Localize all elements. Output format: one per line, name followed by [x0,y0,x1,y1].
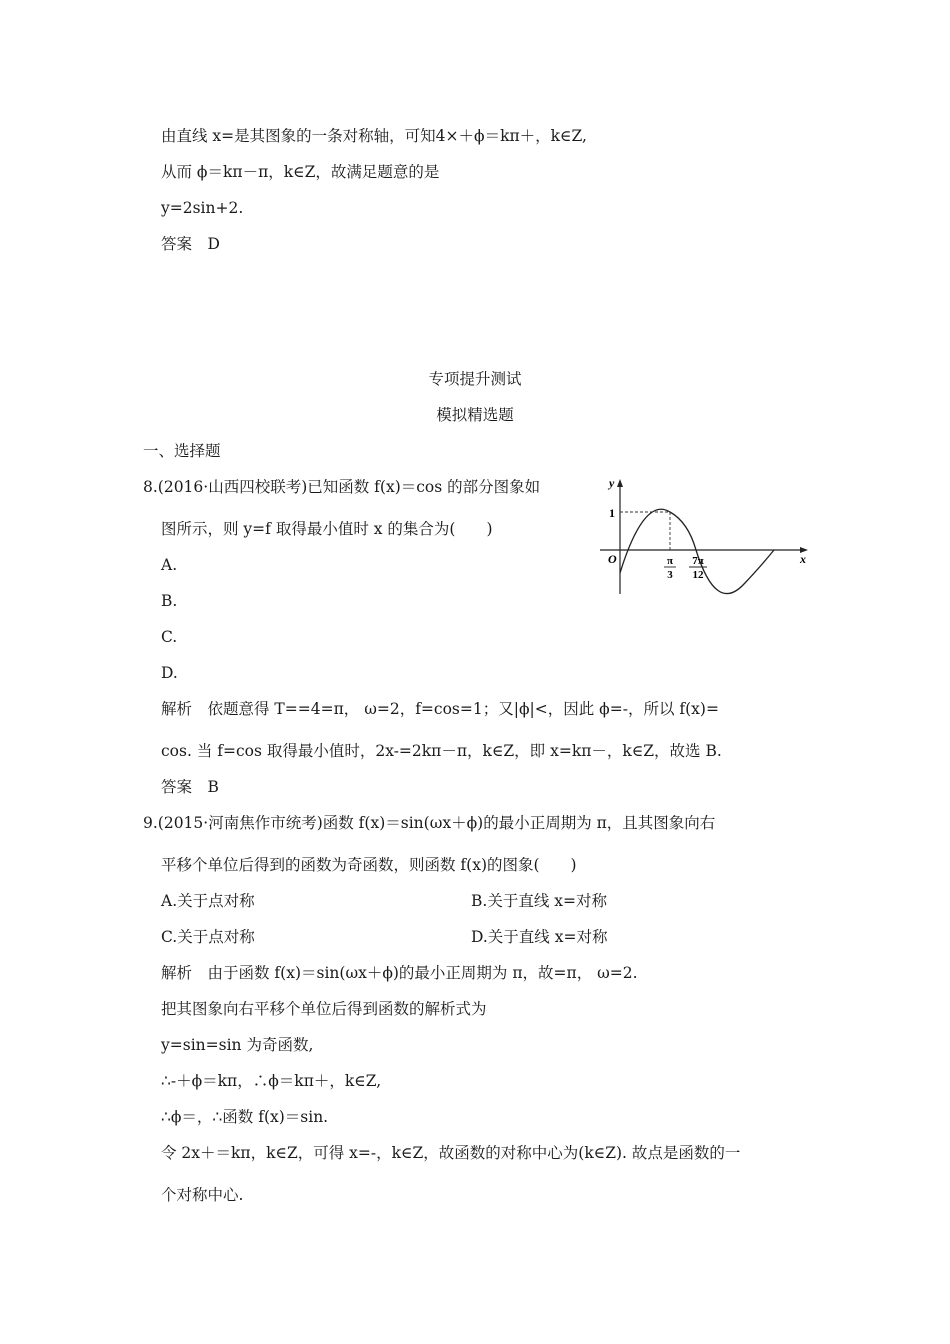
section-title: 专项提升测试 [428,370,522,388]
option-a: A.关于点对称 [161,892,255,910]
text-line: 由直线 x=是其图象的一条对称轴，可知4×＋ϕ＝kπ＋，k∈Z, [161,127,587,145]
origin-label: O [608,552,617,566]
tick2-denominator: 12 [692,569,704,581]
subsection-title: 模拟精选题 [436,406,514,424]
analysis-line: 把其图象向右平移个单位后得到函数的解析式为 [161,1000,487,1018]
question-stem: 9.(2015·河南焦作市统考)函数 f(x)＝sin(ωx＋ϕ)的最小正周期为 π，且其图象向右 [143,814,716,832]
analysis-line: ∴-＋ϕ＝kπ，∴ϕ＝kπ＋，k∈Z, [161,1072,382,1090]
option-b: B.关于直线 x=对称 [471,892,607,910]
analysis-line: 令 2x＋＝kπ，k∈Z，可得 x=-，k∈Z，故函数的对称中心为(k∈Z). 故点是函数的一 [161,1144,741,1162]
text-line: 从而 ϕ＝kπ－π，k∈Z，故满足题意的是 [161,163,440,181]
answer-line: 答案 D [161,235,220,253]
option-c: C. [161,628,178,646]
analysis-line: y=sin=sin 为奇函数, [161,1036,314,1054]
option-c: C.关于点对称 [161,928,255,946]
y-tick-label: 1 [609,506,615,520]
tick2-numerator: 7π [692,555,704,567]
analysis-line: ∴ϕ＝，∴函数 f(x)＝sin. [161,1108,329,1126]
analysis-line: 解析 由于函数 f(x)＝sin(ωx＋ϕ)的最小正周期为 π，故=π， ω=2. [161,964,638,982]
y-axis-label: y [609,476,615,490]
tick1-denominator: 3 [667,569,673,581]
analysis-line: 解析 依题意得 T==4=π， ω=2，f=cos=1；又|ϕ|<，因此 ϕ=-，所以 f(x)= [161,700,719,718]
analysis-line: cos. 当 f=cos 取得最小值时，2x-=2kπ－π，k∈Z，即 x=kπ－，k∈Z，故选 B. [161,742,722,760]
option-a: A. [161,556,178,574]
tick1-numerator: π [666,555,674,567]
question-stem: 平移个单位后得到的函数为奇函数，则函数 f(x)的图象( ) [161,856,577,874]
text-line: y=2sin+2. [161,199,244,217]
x-axis-label: x [800,552,806,566]
y-axis-arrow [617,479,623,487]
part-heading: 一、选择题 [143,442,221,460]
answer-line: 答案 B [161,778,219,796]
question-stem: 图所示，则 y=f 取得最小值时 x 的集合为( ) [161,520,493,538]
function-graph [596,476,816,598]
option-d: D.关于直线 x=对称 [471,928,608,946]
question-stem: 8.(2016·山西四校联考)已知函数 f(x)＝cos 的部分图象如 [143,478,541,496]
analysis-line: 个对称中心. [161,1186,244,1204]
option-b: B. [161,592,178,610]
option-d: D. [161,664,178,682]
